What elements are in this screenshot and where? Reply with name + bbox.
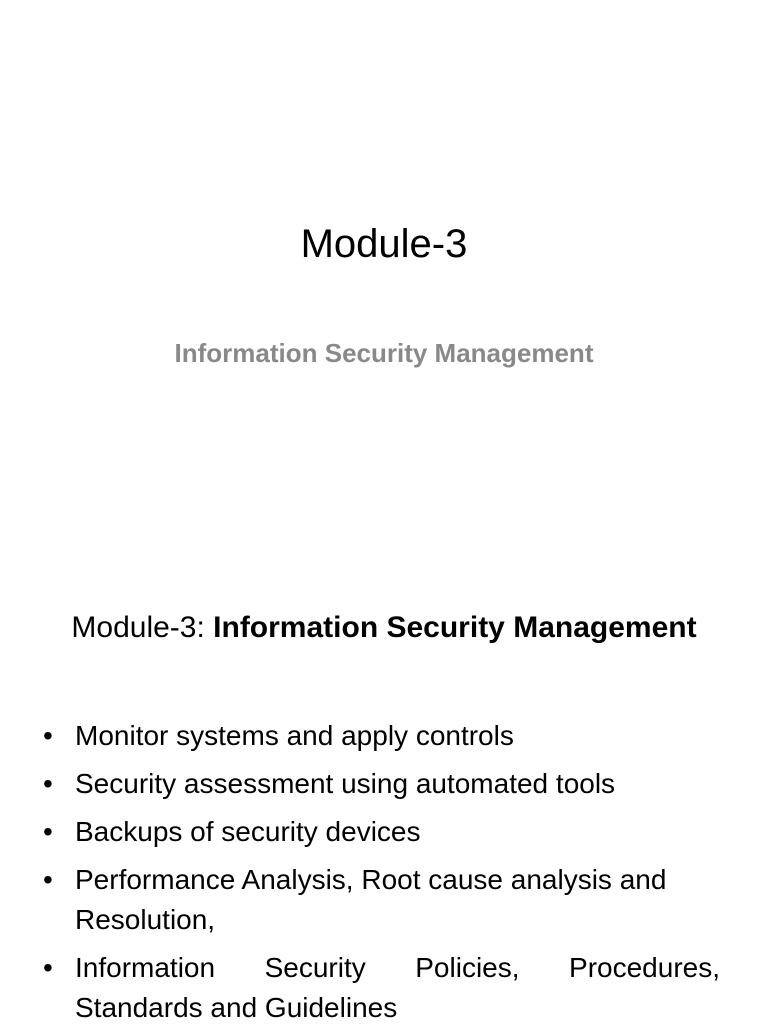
slide-subtitle: Information Security Management [174, 338, 594, 368]
content-slide-title [60, 606, 708, 649]
bullet-dot-icon: • [43, 816, 53, 847]
bullet-text: Information Security Policies, Procedures, Standards and Guidelines [75, 952, 720, 1023]
bullet-text: Monitor systems and apply controls [75, 720, 514, 751]
bullet-text: Security assessment using automated tools [75, 768, 616, 799]
bullet-dot-icon: • [43, 864, 53, 895]
bullet-text: Backups of security devices [75, 816, 421, 847]
bullet-item [40, 764, 720, 804]
title-prefix: Module-3: [71, 611, 214, 644]
bullet-item [40, 948, 720, 1028]
title-bold-text: Information Security Management [213, 611, 697, 644]
bullet-dot-icon: • [43, 952, 53, 983]
bullet-item [40, 716, 720, 756]
bullet-item [40, 860, 720, 940]
content-slide [0, 576, 768, 1024]
bullet-text: Performance Analysis, Root cause analysis and Resolution, [75, 864, 667, 935]
bullet-dot-icon: • [43, 720, 53, 751]
slide-title: Module-3 [300, 222, 468, 266]
bullet-item [40, 812, 720, 852]
bullet-list [40, 716, 720, 1036]
bullet-dot-icon: • [43, 768, 53, 799]
